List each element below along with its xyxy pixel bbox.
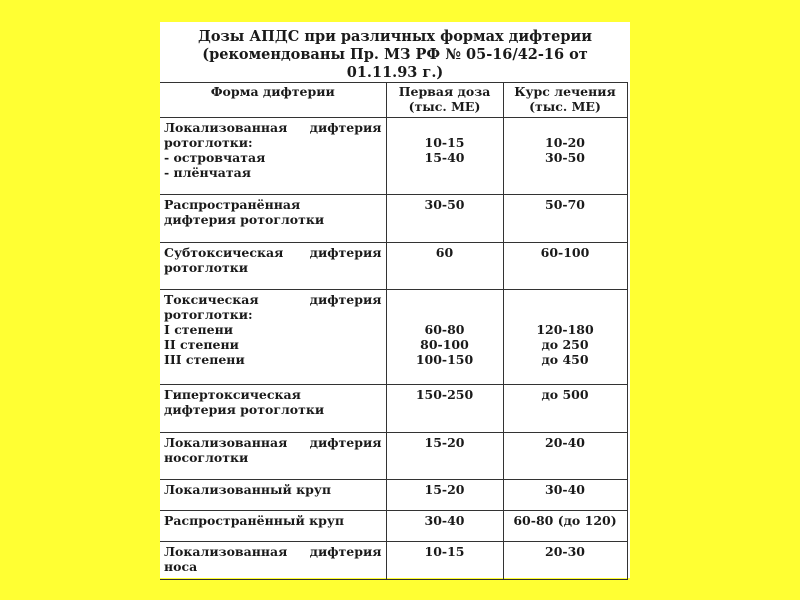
form-line: Гипертоксическая [164,387,301,402]
form-line: дифтерия ротоглотки [164,402,325,417]
table-header-row [160,83,627,118]
table-row [160,195,627,243]
first-dose-cell [386,433,503,480]
form-line: - островчатая [164,150,266,165]
form-line: I степени [164,322,234,337]
form-line: дифтерия ротоглотки [164,212,325,227]
course-value: 120-180 [536,322,594,337]
first-dose-value [391,307,499,322]
title-line: Дозы АПДС при различных формах дифтерии [197,28,593,45]
dose-table [160,82,628,580]
course-value: 30-50 [545,150,585,165]
form-cell [160,480,386,511]
table-row [160,542,627,580]
course-value: до 500 [541,387,589,402]
course-cell [503,433,627,480]
form-first-line [164,245,382,260]
first-dose-cell [386,542,503,580]
first-dose-cell [386,195,503,243]
form-cell [160,385,386,433]
first-dose-value: 30-50 [424,197,465,212]
form-line: III степени [164,352,245,367]
course-value: 20-40 [545,435,585,450]
form-word: Субтоксическая [164,245,284,260]
first-dose-cell [386,243,503,290]
form-word: Токсическая [164,292,259,307]
form-cell [160,195,386,243]
course-value [508,307,623,322]
table-row [160,243,627,290]
course-cell [503,290,627,385]
table-row [160,290,627,385]
course-value: 30-40 [545,482,585,497]
form-line: носа [164,559,198,574]
form-line: Локализованный круп [164,482,332,497]
first-dose-value: 15-20 [424,435,465,450]
course-cell [503,385,627,433]
form-first-line [164,544,382,559]
form-line: ротоглотки [164,260,249,275]
first-dose-value: 15-40 [424,150,465,165]
form-line: носоглотки [164,450,249,465]
course-value: 50-70 [545,197,585,212]
form-cell [160,243,386,290]
course-cell [503,511,627,542]
first-dose-cell [386,385,503,433]
form-cell [160,118,386,195]
form-word: Локализованная [164,435,288,450]
first-dose-cell [386,480,503,511]
title-line: 01.11.93 г.) [346,64,444,81]
table-row [160,118,627,195]
course-value [508,120,623,135]
first-dose-value: 10-15 [424,135,465,150]
form-line: - плёнчатая [164,165,251,180]
first-dose-value [391,120,499,135]
title-line: (рекомендованы Пр. МЗ РФ № 05-16/42-16 от [202,46,588,63]
first-dose-value: 60 [435,245,454,260]
first-dose-value: 10-15 [424,544,465,559]
form-cell [160,290,386,385]
form-word: Локализованная [164,120,288,135]
header-course: Курс лечения (тыс. МЕ) [503,83,627,118]
form-line: Распространённый круп [164,513,345,528]
course-value: до 250 [541,337,589,352]
course-value: 10-20 [545,135,585,150]
table-row [160,385,627,433]
first-dose-value: 80-100 [420,337,469,352]
first-dose-value [391,292,499,307]
course-value [508,292,623,307]
form-line: II степени [164,337,239,352]
first-dose-value: 100-150 [415,352,474,367]
form-word: дифтерия [309,544,382,559]
form-word: Локализованная [164,544,288,559]
document-title [160,28,630,82]
course-cell [503,480,627,511]
first-dose-cell [386,511,503,542]
form-word: дифтерия [309,435,382,450]
table-row [160,433,627,480]
form-first-line [164,435,382,450]
form-word: дифтерия [309,120,382,135]
form-cell [160,542,386,580]
table-row [160,480,627,511]
form-cell [160,511,386,542]
first-dose-value: 150-250 [415,387,474,402]
course-value: 60-100 [540,245,590,260]
form-word: дифтерия [309,245,382,260]
table-row [160,511,627,542]
first-dose-cell [386,118,503,195]
document-sheet [160,22,630,578]
form-first-line [164,292,382,307]
first-dose-value: 60-80 [424,322,465,337]
form-word: дифтерия [309,292,382,307]
form-first-line [164,120,382,135]
course-value: до 450 [541,352,589,367]
course-value: 60-80 (до 120) [513,513,617,528]
course-value: 20-30 [545,544,585,559]
first-dose-cell [386,290,503,385]
course-cell [503,243,627,290]
form-line: ротоглотки: [164,307,253,322]
first-dose-value: 30-40 [424,513,465,528]
form-cell [160,433,386,480]
header-form: Форма дифтерии [160,83,386,118]
course-cell [503,118,627,195]
first-dose-value: 15-20 [424,482,465,497]
course-cell [503,542,627,580]
form-line: ротоглотки: [164,135,253,150]
form-line: Распространённая [164,197,301,212]
header-first-dose: Первая доза (тыс. МЕ) [386,83,503,118]
course-cell [503,195,627,243]
